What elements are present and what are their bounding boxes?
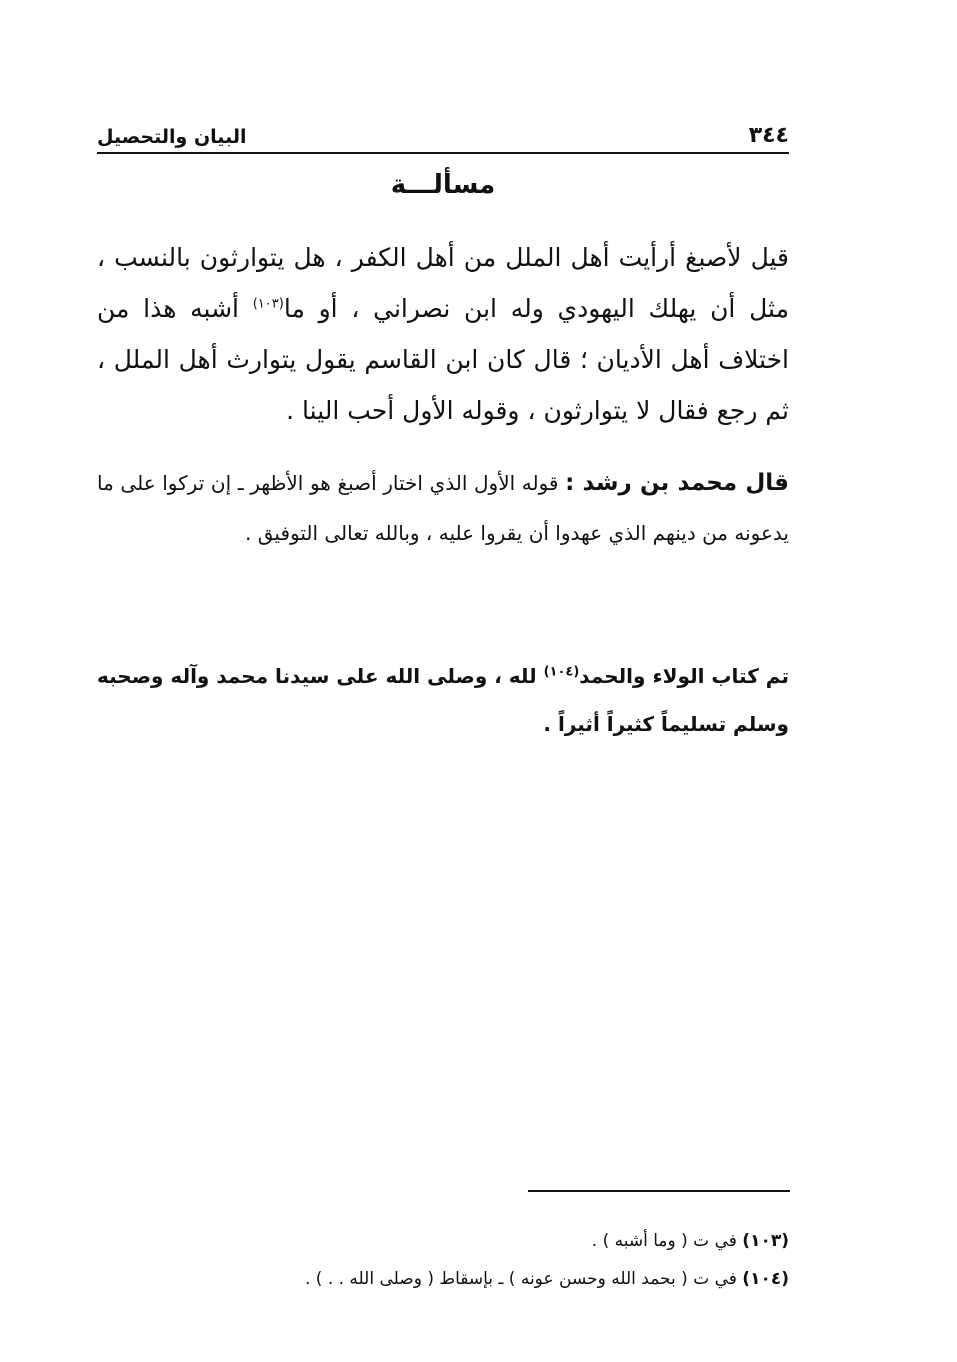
question-paragraph [97, 232, 789, 436]
closing-text-end: لله ، وصلى الله على سيدنا محمد وآله وصحبه وسلم تسليماً كثيراً أثيراً . [97, 664, 789, 736]
footnote-divider [528, 1190, 790, 1192]
footnote-104 [97, 1260, 789, 1298]
question-text-end: أشبه هذا من اختلاف أهل الأديان ؛ قال كان ابن القاسم يقول يتوارث أهل الملل ، ثم رجع فقال لا يتوارثون ، وقوله الأول أحب الينا . [97, 294, 789, 425]
question-text-start: قيل لأصبغ أرأيت أهل الملل من أهل الكفر ، هل يتوارثون بالنسب ، مثل أن يهلك اليهودي وله ابن نصراني ، أو ما [97, 243, 789, 323]
page-header [97, 112, 789, 154]
commentary-speaker: قال محمد بن رشد : [565, 470, 789, 496]
footnote-text: في ت ( بحمد الله وحسن عونه ) ـ بإسقاط ( وصلى الله . . ) . [304, 1269, 743, 1289]
running-title: البيان والتحصيل [97, 126, 247, 148]
commentary-paragraph [97, 458, 789, 558]
closing-text-start: تم كتاب الولاء والحمد [579, 664, 789, 688]
footnote-103 [97, 1222, 789, 1260]
footnote-text: في ت ( وما أشبه ) . [591, 1231, 743, 1251]
footnote-number: (١٠٣) [742, 1231, 789, 1251]
page-number: ٣٤٤ [748, 123, 789, 148]
footnote-number: (١٠٤) [742, 1269, 789, 1289]
closing-paragraph [97, 652, 789, 748]
footnotes [97, 1222, 789, 1298]
footnote-ref-103[interactable]: (١٠٣) [252, 296, 284, 312]
commentary-text: قوله الأول الذي اختار أصبغ هو الأظهر ـ إن تركوا على ما يدعونه من دينهم الذي عهدوا أن يقروا عليه ، وبالله تعالى التوفيق . [97, 471, 789, 545]
footnote-ref-104[interactable]: (١٠٤) [543, 664, 580, 680]
section-title: مسألـــة [390, 170, 496, 200]
